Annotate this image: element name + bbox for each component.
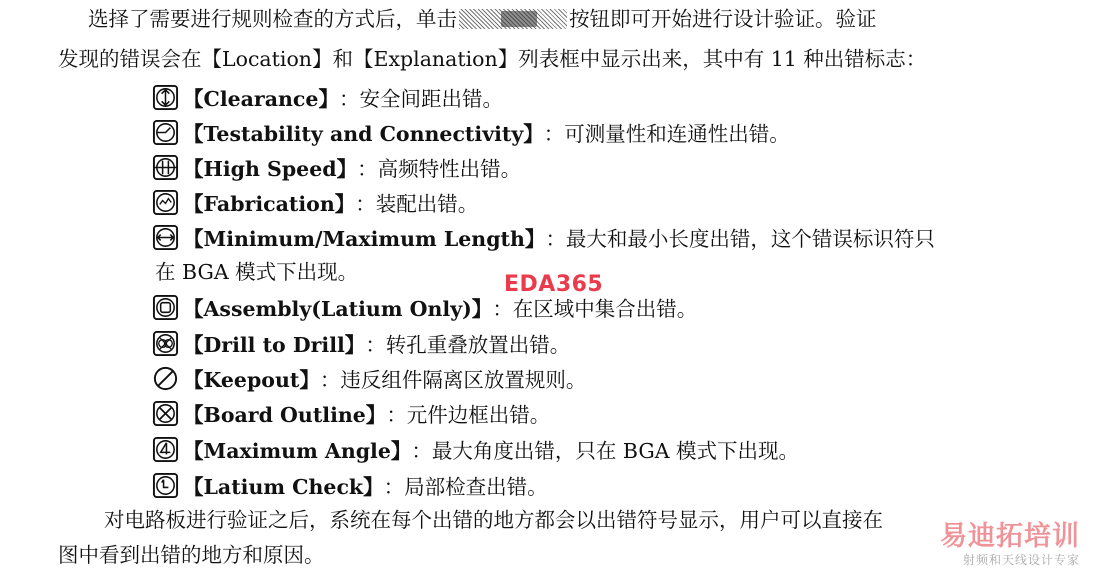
marker-desc: ：最大角度出错，只在 BGA 模式下出现。 — [411, 439, 800, 463]
marker-label: 【Latium Check】 — [183, 475, 384, 499]
marker-label: 【Maximum Angle】 — [183, 439, 412, 463]
marker-label: 【Clearance】 — [183, 87, 339, 111]
marker-label: 【Fabrication】 — [183, 192, 356, 216]
marker-desc: ：违反组件隔离区放置规则。 — [319, 368, 587, 392]
marker-desc: ：可测量性和连通性出错。 — [543, 122, 790, 146]
marker-desc: ：局部检查出错。 — [383, 475, 548, 499]
latium-check-icon — [152, 472, 179, 499]
fabrication-icon — [152, 189, 179, 216]
marker-item — [152, 362, 586, 394]
marker-desc: ：安全间距出错。 — [338, 87, 503, 111]
min-max-length-icon — [152, 224, 179, 251]
site-logo-watermark — [940, 522, 1080, 568]
intro-text-b: 按钮即可开始进行设计验证。验证 — [569, 7, 877, 31]
board-outline-icon — [152, 400, 179, 427]
marker-item — [152, 151, 521, 183]
eda365-watermark: EDA365 — [504, 272, 604, 297]
logo-title: 易迪拓培训 — [940, 521, 1080, 552]
marker-label: 【Keepout】 — [183, 368, 320, 392]
marker-label: 【Board Outline】 — [183, 403, 387, 427]
intro-text-a: 选择了需要进行规则检查的方式后，单击 — [88, 7, 457, 31]
marker-desc: ：高频特性出错。 — [357, 157, 522, 181]
marker-item — [152, 433, 799, 465]
marker-label: 【High Speed】 — [183, 157, 358, 181]
marker-desc: ：在区域中集合出错。 — [492, 297, 698, 321]
marker-item — [152, 291, 697, 323]
marker-item — [152, 81, 503, 113]
assembly-icon — [152, 294, 179, 321]
intro-line-1 — [88, 4, 877, 34]
marker-item — [152, 397, 550, 429]
marker-label: 【Drill to Drill】 — [183, 333, 366, 357]
drill-to-drill-icon — [152, 330, 179, 357]
marker-label: 【Testability and Connectivity】 — [183, 122, 544, 146]
marker-desc: ：最大和最小长度出错，这个错误标识符只 — [545, 227, 935, 251]
closing-line-1: 对电路板进行验证之后，系统在每个出错的地方都会以出错符号显示，用户可以直接在 — [104, 508, 883, 532]
marker-item — [152, 221, 935, 253]
check-button-image — [459, 9, 567, 29]
logo-subtitle: 射频和天线设计专家 — [962, 553, 1080, 567]
maximum-angle-icon — [152, 436, 179, 463]
marker-desc: ：装配出错。 — [355, 192, 479, 216]
high-speed-icon — [152, 154, 179, 181]
continuation-line: 在 BGA 模式下出现。 — [155, 260, 359, 284]
clearance-icon — [152, 84, 179, 111]
keepout-icon — [152, 365, 179, 392]
marker-item — [152, 469, 548, 501]
marker-label: 【Assembly(Latium Only)】 — [183, 297, 493, 321]
marker-item — [152, 327, 570, 359]
closing-line-2: 图中看到出错的地方和原因。 — [58, 543, 325, 567]
intro-line-2: 发现的错误会在【Location】和【Explanation】列表框中显示出来，其中有 11 种出错标志： — [58, 47, 927, 71]
marker-item — [152, 116, 790, 148]
marker-item — [152, 186, 478, 218]
marker-label: 【Minimum/Maximum Length】 — [183, 227, 546, 251]
testability-icon — [152, 119, 179, 146]
marker-desc: ：转孔重叠放置出错。 — [365, 333, 571, 357]
marker-desc: ：元件边框出错。 — [386, 403, 551, 427]
